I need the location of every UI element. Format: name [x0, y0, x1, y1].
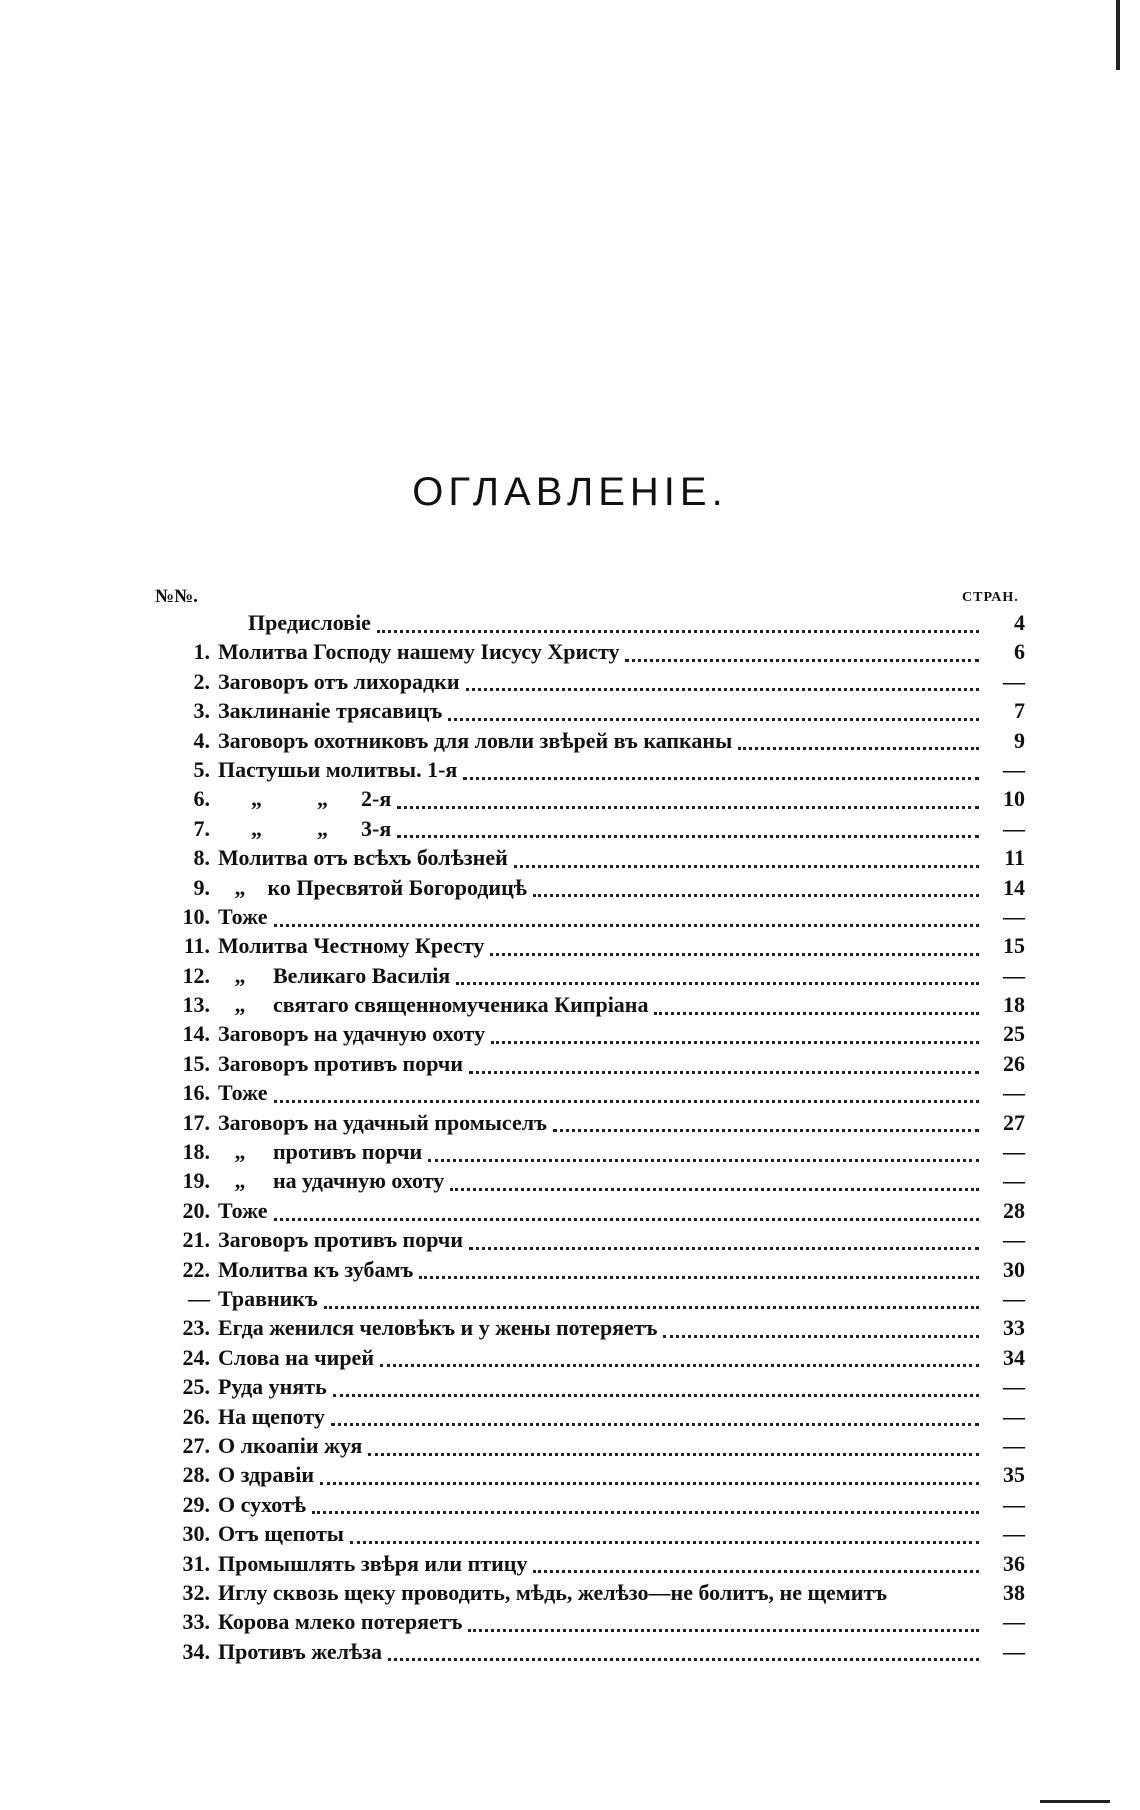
- entry-page-number: —: [1003, 1638, 1025, 1664]
- entry-page-number: —: [1003, 1432, 1025, 1458]
- entry-page-number: 38: [1003, 1579, 1025, 1605]
- dot-leader: [350, 1540, 979, 1544]
- toc-entry: [165, 1021, 1025, 1050]
- page-column-header: СТРАН.: [962, 590, 1019, 605]
- dot-leader: [468, 1628, 979, 1632]
- entry-page-number: 9: [1014, 727, 1025, 753]
- toc-entry: [165, 1374, 1025, 1403]
- entry-title: Заговоръ противъ порчи: [218, 1227, 464, 1253]
- toc-entry: [165, 1580, 1025, 1609]
- entry-title: Молитва Господу нашему Іисусу Христу: [218, 639, 620, 665]
- toc-entry: [165, 1345, 1025, 1374]
- entry-page-number: 15: [1003, 933, 1025, 959]
- toc-entry: [165, 639, 1025, 668]
- dot-leader: [388, 1657, 979, 1661]
- dot-leader: [324, 1305, 979, 1309]
- table-of-contents: [165, 610, 1025, 1668]
- entry-number: 8.: [193, 845, 210, 871]
- entry-page-number: —: [1003, 1168, 1025, 1194]
- entry-number: 21.: [182, 1227, 210, 1253]
- entry-title: Пастушьи молитвы. 1-я: [218, 756, 458, 782]
- dot-leader: [333, 1393, 979, 1397]
- entry-page-number: 33: [1003, 1315, 1025, 1341]
- entry-number: 23.: [182, 1315, 210, 1341]
- dot-leader: [419, 1275, 979, 1279]
- entry-page-number: 7: [1014, 698, 1025, 724]
- entry-title: Заговоръ противъ порчи: [218, 1050, 464, 1076]
- entry-page-number: —: [1003, 903, 1025, 929]
- entry-page-number: —: [1003, 1139, 1025, 1165]
- entry-number: 33.: [182, 1609, 210, 1635]
- entry-page-number: —: [1003, 668, 1025, 694]
- entry-title: Заговоръ отъ лихорадки: [218, 668, 460, 694]
- entry-title: „ святаго священномученика Кипріана: [218, 992, 649, 1018]
- toc-entry: [165, 933, 1025, 962]
- entry-page-number: 30: [1003, 1256, 1025, 1282]
- toc-entry: [165, 1227, 1025, 1256]
- toc-entry: [165, 845, 1025, 874]
- dot-leader: [320, 1481, 979, 1485]
- entry-title: Отъ щепоты: [218, 1521, 344, 1547]
- dot-leader: [463, 776, 979, 780]
- entry-number: 12.: [182, 962, 210, 988]
- dot-leader: [397, 805, 979, 809]
- toc-entry: [165, 904, 1025, 933]
- toc-entry: [165, 1315, 1025, 1344]
- entry-title: „ противъ порчи: [218, 1139, 423, 1165]
- dot-leader: [469, 1246, 979, 1250]
- entry-title: „ Великаго Василія: [218, 962, 451, 988]
- entry-page-number: —: [1003, 1491, 1025, 1517]
- entry-number: 25.: [182, 1374, 210, 1400]
- entry-page-number: —: [1003, 962, 1025, 988]
- dot-leader: [428, 1158, 979, 1162]
- entry-number: 18.: [182, 1139, 210, 1165]
- entry-page-number: —: [1003, 1521, 1025, 1547]
- page-title: ОГЛАВЛЕНІЕ.: [412, 470, 728, 514]
- entry-title: Тоже: [218, 903, 268, 929]
- entry-number: 28.: [182, 1462, 210, 1488]
- entry-number: 3.: [193, 698, 210, 724]
- dot-leader: [331, 1422, 979, 1426]
- entry-number: —: [188, 1285, 210, 1311]
- entry-number: 4.: [193, 727, 210, 753]
- entry-title: Тоже: [218, 1197, 268, 1223]
- entry-page-number: 18: [1003, 992, 1025, 1018]
- number-column-header: №№.: [155, 586, 198, 607]
- entry-page-number: —: [1003, 1285, 1025, 1311]
- entry-number: 22.: [182, 1256, 210, 1282]
- entry-title: „ „ 2-я: [218, 786, 392, 812]
- entry-page-number: —: [1003, 1609, 1025, 1635]
- dot-leader: [377, 629, 979, 633]
- entry-title: „ ко Пресвятой Богородицѣ: [218, 874, 527, 900]
- entry-page-number: —: [1003, 1403, 1025, 1429]
- entry-number: 29.: [182, 1491, 210, 1517]
- toc-entry: [165, 1404, 1025, 1433]
- entry-title: Тоже: [218, 1080, 268, 1106]
- entry-number: 1.: [193, 639, 210, 665]
- scan-bottom-mark: [1040, 1800, 1110, 1803]
- dot-leader: [553, 1128, 979, 1132]
- toc-entry: [165, 1139, 1025, 1168]
- entry-number: 27.: [182, 1432, 210, 1458]
- dot-leader: [491, 1040, 979, 1044]
- scan-edge-mark: [1116, 0, 1120, 70]
- entry-page-number: 34: [1003, 1344, 1025, 1370]
- entry-page-number: 25: [1003, 1021, 1025, 1047]
- entry-title: Промышлять звѣря или птицу: [218, 1550, 528, 1576]
- entry-page-number: 6: [1014, 639, 1025, 665]
- entry-page-number: 26: [1003, 1050, 1025, 1076]
- entry-number: 7.: [193, 815, 210, 841]
- entry-page-number: 11: [1004, 845, 1025, 871]
- entry-number: 6.: [193, 786, 210, 812]
- toc-entry: [165, 1110, 1025, 1139]
- entry-title: Предисловіе: [248, 610, 371, 635]
- entry-number: 24.: [182, 1344, 210, 1370]
- toc-entry: [165, 1286, 1025, 1315]
- toc-entry: [165, 610, 1025, 639]
- entry-page-number: 14: [1003, 874, 1025, 900]
- dot-leader: [663, 1334, 979, 1338]
- entry-title: Слова на чирей: [218, 1344, 374, 1370]
- toc-entry: [165, 816, 1025, 845]
- entry-title: Заговоръ на удачный промыселъ: [218, 1109, 547, 1135]
- dot-leader: [514, 864, 979, 868]
- entry-title: О сухотѣ: [218, 1491, 306, 1517]
- toc-entry: [165, 1551, 1025, 1580]
- toc-entry: [165, 1051, 1025, 1080]
- entry-number: 19.: [182, 1168, 210, 1194]
- dot-leader: [533, 1569, 979, 1573]
- dot-leader: [533, 893, 979, 897]
- entry-title: Корова млеко потеряетъ: [218, 1609, 463, 1635]
- entry-title: Противъ желѣза: [218, 1638, 383, 1664]
- entry-page-number: 36: [1003, 1550, 1025, 1576]
- toc-entry: [165, 1257, 1025, 1286]
- entry-page-number: 28: [1003, 1197, 1025, 1223]
- dot-leader: [448, 717, 979, 721]
- entry-number: 34.: [182, 1638, 210, 1664]
- entry-number: 2.: [193, 668, 210, 694]
- toc-entry: [165, 1521, 1025, 1550]
- entry-page-number: —: [1003, 1227, 1025, 1253]
- entry-number: 31.: [182, 1550, 210, 1576]
- toc-entry: [165, 1462, 1025, 1491]
- entry-page-number: 4: [1014, 610, 1025, 635]
- entry-title: Егда женился человѣкъ и у жены потеряетъ: [218, 1315, 658, 1341]
- entry-title: О здравіи: [218, 1462, 315, 1488]
- toc-entry: [165, 757, 1025, 786]
- entry-number: 15.: [182, 1050, 210, 1076]
- entry-title: Молитва отъ всѣхъ болѣзней: [218, 845, 508, 871]
- entry-number: 16.: [182, 1080, 210, 1106]
- entry-title: „ на удачную охоту: [218, 1168, 445, 1194]
- dot-leader: [274, 923, 979, 927]
- toc-entry: [165, 1080, 1025, 1109]
- dot-leader: [893, 1600, 979, 1601]
- toc-entry: [165, 992, 1025, 1021]
- entry-number: 26.: [182, 1403, 210, 1429]
- toc-entry: [165, 669, 1025, 698]
- entry-page-number: —: [1003, 756, 1025, 782]
- entry-number: 10.: [182, 903, 210, 929]
- dot-leader: [450, 1187, 979, 1191]
- entry-title: „ „ 3-я: [218, 815, 392, 841]
- toc-entry: [165, 698, 1025, 727]
- entry-number: 5.: [193, 756, 210, 782]
- dot-leader: [625, 658, 979, 662]
- dot-leader: [654, 1011, 979, 1015]
- toc-entry: [165, 1639, 1025, 1668]
- dot-leader: [490, 952, 979, 956]
- entry-title: Заклинаніе трясавицъ: [218, 698, 443, 724]
- entry-title: Руда унять: [218, 1374, 327, 1400]
- entry-number: 30.: [182, 1521, 210, 1547]
- dot-leader: [368, 1452, 979, 1456]
- dot-leader: [466, 687, 979, 691]
- toc-entry: [165, 728, 1025, 757]
- toc-entry: [165, 786, 1025, 815]
- entry-page-number: 10: [1003, 786, 1025, 812]
- dot-leader: [380, 1363, 979, 1367]
- dot-leader: [397, 834, 979, 838]
- entry-title: Молитва къ зубамъ: [218, 1256, 414, 1282]
- entry-title: О лкоапіи жуя: [218, 1432, 363, 1458]
- entry-number: 9.: [193, 874, 210, 900]
- entry-title: Молитва Честному Кресту: [218, 933, 485, 959]
- entry-number: 11.: [183, 933, 210, 959]
- entry-title: Заговоръ охотниковъ для ловли звѣрей въ капканы: [218, 727, 733, 753]
- entry-number: 20.: [182, 1197, 210, 1223]
- toc-entry: [165, 875, 1025, 904]
- entry-page-number: —: [1003, 1374, 1025, 1400]
- entry-number: 14.: [182, 1021, 210, 1047]
- toc-entry: [165, 963, 1025, 992]
- entry-page-number: —: [1003, 1080, 1025, 1106]
- entry-title: Травникъ: [218, 1285, 318, 1311]
- entry-title: Иглу сквозь щеку проводить, мѣдь, желѣзо—не болитъ, не щемитъ: [218, 1579, 888, 1605]
- toc-entry: [165, 1168, 1025, 1197]
- toc-entry: [165, 1198, 1025, 1227]
- dot-leader: [274, 1099, 979, 1103]
- toc-entry: [165, 1492, 1025, 1521]
- entry-title: На щепоту: [218, 1403, 325, 1429]
- dot-leader: [312, 1510, 979, 1514]
- entry-page-number: 35: [1003, 1462, 1025, 1488]
- entry-number: 17.: [182, 1109, 210, 1135]
- dot-leader: [274, 1217, 979, 1221]
- dot-leader: [456, 981, 979, 985]
- entry-number: 32.: [182, 1579, 210, 1605]
- dot-leader: [469, 1070, 979, 1074]
- entry-title: Заговоръ на удачную охоту: [218, 1021, 486, 1047]
- entry-number: 13.: [182, 992, 210, 1018]
- entry-page-number: 27: [1003, 1109, 1025, 1135]
- toc-entry: [165, 1433, 1025, 1462]
- entry-page-number: —: [1003, 815, 1025, 841]
- dot-leader: [738, 746, 979, 750]
- toc-entry: [165, 1609, 1025, 1638]
